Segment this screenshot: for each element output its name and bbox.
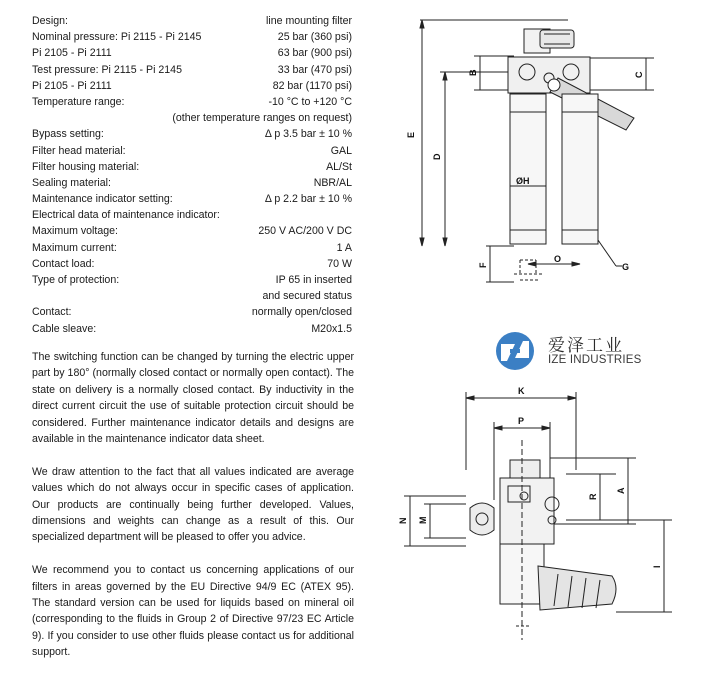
paragraph-switching: The switching function can be changed by turning the electric upper part by 180° (normally closed contact or normally open contact). The state on delivery is a normally closed contact. By inductivity in the direct current circuit the use of suitable protection circuit should be considered. Further maintenance indicator details and designs are available in the maintenance indicator data sheet. [32, 351, 354, 446]
dim-label-b: B [468, 69, 478, 76]
spec-row [32, 256, 352, 272]
spec-value: 33 bar (470 psi) [277, 63, 352, 76]
spec-value: 82 bar (1170 psi) [272, 79, 352, 92]
spec-row [32, 13, 352, 29]
spec-value: 25 bar (360 psi) [277, 31, 352, 44]
logo-english-name: IZE INDUSTRIES [548, 354, 642, 366]
dim-label-n: N [398, 517, 408, 524]
front-view-drawing [420, 20, 654, 282]
spec-value: M20x1.5 [311, 322, 352, 335]
dim-label-g: G [622, 262, 630, 272]
dim-label-p: P [518, 416, 525, 426]
paragraph-atex: We recommend you to contact us concerning applications of our filters in areas governed by the EU Directive 94/9 EC (ATEX 95). The standard version can be used for liquids based on mineral oil (corresponding to the fluids in Group 2 of Directive 97/23 EC Article 9). If you consider to use other fluids please contact us for additional support. [32, 564, 354, 659]
dim-label-r: R [588, 493, 598, 500]
spec-row [32, 126, 352, 142]
dim-label-k: K [518, 386, 525, 396]
spec-row [32, 272, 352, 288]
spec-row [32, 207, 352, 223]
spec-label: Filter housing material: [32, 160, 140, 173]
spec-row [32, 45, 352, 61]
spec-value: normally open/closed [251, 306, 352, 319]
spec-row [32, 175, 352, 191]
spec-row [32, 159, 352, 175]
paragraph-disclaimer: We draw attention to the fact that all values indicated are average values which do not always occur in specific cases of application. Our products are continually being further developed. Values, dimensions and weights can change as a result of this. Our specialized department will be pleased to offer you advice. [32, 465, 354, 544]
spec-label: Test pressure: Pi 2115 - Pi 2145 [32, 63, 182, 76]
spec-row [32, 62, 352, 78]
logo-chinese-name: 爱泽工业 [548, 336, 624, 356]
spec-label: Electrical data of maintenance indicator: [32, 209, 220, 222]
spec-label: Filter head material: [32, 144, 126, 157]
spec-value: GAL [330, 144, 352, 157]
spec-value: and secured status [262, 290, 352, 303]
spec-row [32, 110, 352, 126]
spec-label: Maximum voltage: [32, 225, 118, 238]
description-text [32, 349, 354, 677]
spec-row [32, 304, 352, 320]
spec-label: Contact: [32, 306, 72, 319]
spec-row [32, 78, 352, 94]
spec-label: Pi 2105 - Pi 2111 [32, 79, 112, 92]
spec-value: Δ p 2.2 bar ± 10 % [264, 193, 352, 206]
spec-label: Pi 2105 - Pi 2111 [32, 47, 112, 60]
dim-label-a: A [616, 487, 626, 494]
spec-label: Cable sleave: [32, 322, 97, 335]
spec-row [32, 29, 352, 45]
side-view-drawing [404, 392, 672, 640]
spec-value: -10 °C to +120 °C [268, 95, 352, 108]
dim-label-f: F [478, 262, 488, 268]
spec-label: Design: [32, 15, 68, 27]
spec-table [32, 13, 352, 337]
spec-label: Maintenance indicator setting: [32, 193, 173, 206]
dim-label-m: M [418, 516, 428, 524]
spec-label: Contact load: [32, 257, 95, 270]
spec-label: Type of protection: [32, 274, 120, 286]
spec-value: line mounting filter [266, 15, 352, 27]
dim-label-d: D [432, 153, 442, 160]
spec-row [32, 191, 352, 207]
dim-label-i: I [652, 565, 662, 568]
spec-value: IP 65 in inserted [275, 274, 352, 286]
technical-drawing [390, 0, 704, 667]
dim-label-c: C [634, 71, 644, 78]
dim-label-h: ØH [516, 176, 530, 186]
spec-row [32, 223, 352, 239]
spec-row [32, 288, 352, 304]
spec-row [32, 240, 352, 256]
spec-label: Temperature range: [32, 95, 125, 108]
spec-value: Δ p 3.5 bar ± 10 % [264, 128, 352, 141]
spec-value: NBR/AL [313, 176, 352, 189]
spec-row [32, 321, 352, 337]
dim-label-o: O [554, 254, 562, 264]
spec-label: Maximum current: [32, 241, 117, 254]
spec-value: (other temperature ranges on request) [172, 112, 352, 125]
spec-value: 63 bar (900 psi) [277, 47, 352, 60]
spec-value: 1 A [336, 241, 352, 254]
dim-label-e: E [406, 131, 416, 138]
spec-label: Sealing material: [32, 176, 111, 189]
spec-row [32, 143, 352, 159]
spec-row [32, 94, 352, 110]
spec-label: Bypass setting: [32, 128, 104, 141]
spec-value: 70 W [327, 257, 352, 270]
spec-value: 250 V AC/200 V DC [258, 225, 352, 238]
spec-label: Nominal pressure: Pi 2115 - Pi 2145 [32, 31, 202, 44]
spec-value: AL/St [326, 160, 352, 173]
